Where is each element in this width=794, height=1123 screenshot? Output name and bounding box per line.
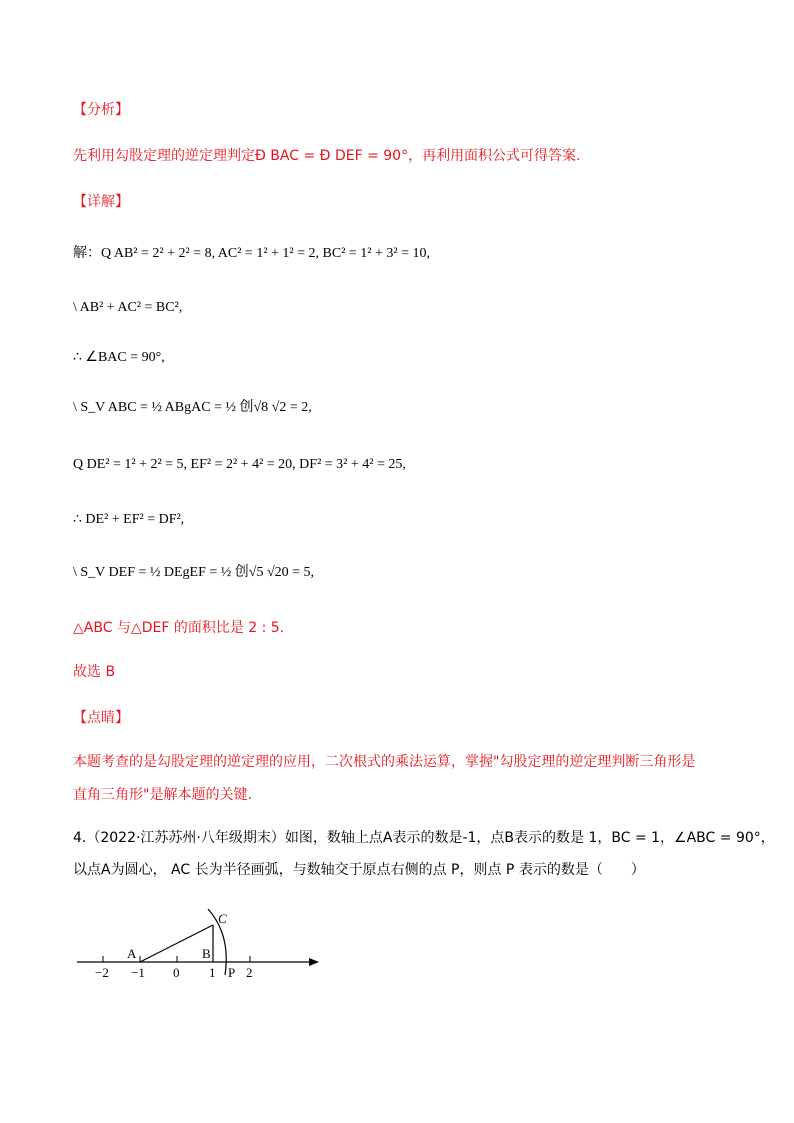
tick-label-2: 2 bbox=[246, 965, 253, 980]
solution-line-9: 故选 B bbox=[73, 664, 116, 680]
comment-line-1: 本题考查的是勾股定理的逆定理的应用，二次根式的乘法运算，掌握"勾股定理的逆定理判断三角形是 bbox=[73, 754, 696, 770]
question-line-2: 以点A为圆心， AC 长为半径画弧，与数轴交于原点右侧的点 P，则点 P 表示的数是（ ） bbox=[73, 862, 645, 878]
solution-line-6: ∴ DE² + EF² = DF², bbox=[73, 512, 185, 527]
tick-label-0: 0 bbox=[173, 965, 180, 980]
solution-heading: 【详解】 bbox=[73, 194, 129, 210]
comment-line-2: 直角三角形"是解本题的关键. bbox=[73, 787, 252, 803]
tick-label-1: 1 bbox=[209, 965, 216, 980]
question-line-1: 4.（2022·江苏苏州·八年级期末）如图，数轴上点A表示的数是-1，点B表示的数是 1，BC = 1，∠ABC = 90°， bbox=[73, 830, 775, 846]
tick-label-neg2: −2 bbox=[95, 965, 109, 980]
point-label-p: P bbox=[228, 965, 236, 980]
point-label-c: C bbox=[218, 911, 227, 926]
solution-line-8: △ABC 与△DEF 的面积比是 2 : 5. bbox=[73, 620, 285, 636]
solution-line-3: ∴ ∠BAC = 90°, bbox=[73, 350, 165, 365]
analysis-text-span: 先利用勾股定理的逆定理判定Ð BAC = Ð DEF = 90°，再利用面积公式可得答案. bbox=[73, 148, 581, 164]
solution-line-4: \ S_V ABC = ½ ABgAC = ½ 创√8 √2 = 2, bbox=[73, 400, 312, 415]
solution-line-2: \ AB² + AC² = BC², bbox=[73, 300, 183, 315]
analysis-heading: 【分析】 bbox=[73, 102, 129, 118]
number-line-figure bbox=[73, 905, 333, 985]
point-label-b: B bbox=[202, 946, 211, 961]
point-label-a: A bbox=[127, 946, 137, 961]
solution-line-5: Q DE² = 1² + 2² = 5, EF² = 2² + 4² = 20, DF² = 3² + 4² = 25, bbox=[73, 457, 406, 472]
solution-line-7: \ S_V DEF = ½ DEgEF = ½ 创√5 √20 = 5, bbox=[73, 565, 315, 580]
tick-label-neg1: −1 bbox=[131, 965, 145, 980]
comment-heading: 【点睛】 bbox=[73, 710, 129, 726]
analysis-text bbox=[73, 146, 581, 166]
solution-line-1: 解：Q AB² = 2² + 2² = 8, AC² = 1² + 1² = 2, BC² = 1² + 3² = 10, bbox=[73, 246, 430, 261]
axis-arrow bbox=[309, 958, 319, 966]
